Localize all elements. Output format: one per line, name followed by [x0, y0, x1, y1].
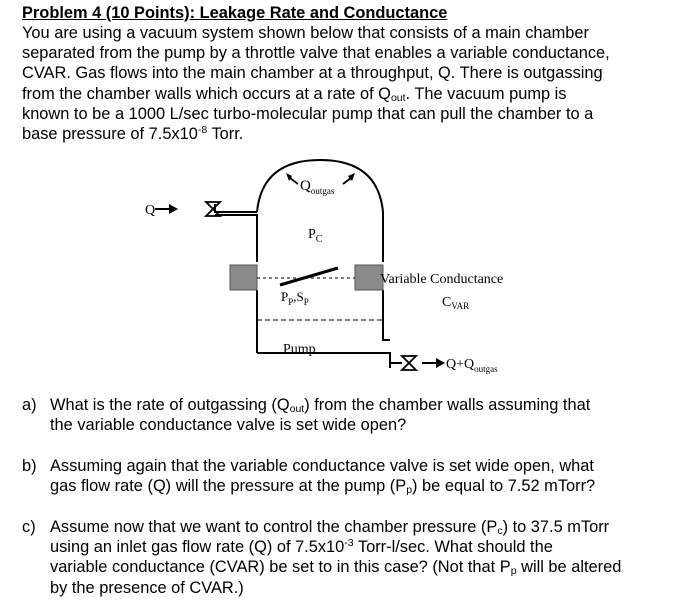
vacuum-system-diagram — [140, 150, 560, 390]
pp-p: P — [281, 289, 289, 304]
qc4-pre: by the presence of — [50, 578, 190, 597]
intro-line-4-post: . The vacuum pump is — [405, 84, 567, 103]
throttle-valve-flap — [280, 268, 338, 285]
question-a-label: a) — [22, 396, 37, 414]
question-c-line-1 — [50, 517, 675, 537]
outlet-arrow-icon — [436, 358, 445, 368]
qa-pre: What is the rate of outgassing (Q — [50, 396, 290, 414]
intro-line-4 — [22, 84, 684, 104]
qc4-cvar: CVAR — [189, 578, 234, 597]
inlet-flange-icon — [206, 202, 220, 216]
question-a-line-1 — [50, 395, 675, 415]
inlet-port-wall-bottom — [215, 215, 257, 262]
question-b-text — [50, 456, 675, 496]
question-c-label: c) — [22, 518, 36, 536]
pump-bottom-wall — [257, 353, 390, 368]
intro-line-3-text: . Gas flows into the main chamber at a throughput, Q. There is outgassing — [66, 64, 603, 83]
problem-intro — [22, 23, 684, 144]
cvar-c: C — [442, 295, 452, 310]
cvar-subscript: VAR — [451, 301, 470, 311]
cvar-symbol: CVAR — [22, 64, 67, 83]
intro-line-6-post: Torr. — [207, 125, 244, 144]
pump-right-wall — [383, 290, 390, 340]
qout-subscript: out — [390, 91, 406, 104]
intro-line-5: known to be a 1000 L/sec turbo-molecular pump that can pull the chamber to a — [22, 104, 594, 123]
qa-subscript: out — [289, 403, 305, 415]
intro-line-6 — [22, 124, 684, 144]
qa-post: ) from the chamber walls assuming that — [304, 396, 591, 414]
pump-label: Pump — [283, 342, 316, 357]
question-b-label: b) — [22, 457, 37, 475]
outgas-label — [300, 178, 335, 196]
sp-s: ,S — [293, 289, 304, 304]
question-c-line-4 — [50, 578, 675, 598]
pc-p: P — [308, 227, 316, 242]
qc4-post: .) — [233, 578, 244, 597]
qc3-post: will be altered — [516, 558, 622, 577]
sp-subscript: P — [303, 297, 309, 307]
right-valve-seat — [355, 265, 383, 290]
problem-title: Problem 4 (10 Points): Leakage Rate and Conductance — [22, 4, 448, 22]
outgas-q: Q — [300, 178, 311, 194]
qc3-cvar: CVAR — [214, 558, 260, 577]
question-b-line-1: Assuming again that the variable conductance valve is set wide open, what — [50, 457, 594, 475]
qb-pre: gas flow rate (Q) will the pressure at the pump (P — [50, 477, 407, 496]
question-c-line-2 — [50, 537, 675, 557]
variable-conductance-label: Variable Conductance — [380, 272, 504, 287]
qc1-pre: Assume now that we want to control the chamber pressure (P — [50, 518, 498, 536]
outlet-subscript: outgas — [474, 364, 498, 374]
outlet-flow-label — [446, 357, 498, 374]
exponent-superscript: -8 — [197, 124, 208, 137]
outlet-main: Q+Q — [446, 357, 475, 372]
intro-line-1: You are using a vacuum system shown below that consists of a main chamber — [22, 24, 589, 42]
qc3-subscript: p — [510, 565, 517, 578]
question-a-text — [50, 395, 675, 435]
intro-line-3 — [22, 63, 684, 83]
outgas-subscript: outgas — [310, 186, 335, 196]
qc2-pre: using an inlet gas flow rate (Q) of 7.5x10 — [50, 538, 345, 557]
pp-subscript: P — [288, 297, 294, 307]
qb-post: ) be equal to 7.52 mTorr? — [412, 477, 596, 496]
question-c-line-3 — [50, 557, 675, 577]
left-valve-seat — [230, 265, 257, 290]
qb-subscript: p — [406, 484, 413, 497]
inlet-q-label: Q — [145, 203, 156, 218]
question-c-text — [50, 517, 675, 598]
pc-subscript: C — [315, 234, 323, 245]
inlet-port-wall-top — [215, 204, 257, 212]
inlet-arrow-icon — [169, 204, 178, 214]
outgas-arrow-left-shaft — [290, 178, 298, 184]
outgas-arrow-right-shaft — [343, 178, 351, 184]
qc1-subscript: c — [497, 525, 503, 537]
cvar-label — [442, 295, 469, 311]
question-b-line-2 — [50, 476, 675, 496]
outlet-flange-icon — [402, 356, 416, 370]
pump-pressure-speed-label — [281, 289, 309, 307]
qc3-mid: ) be set to in this case? (Not that P — [259, 558, 511, 577]
qc2-superscript: -3 — [344, 537, 354, 550]
intro-line-6-pre: base pressure of 7.5x10 — [22, 125, 198, 144]
intro-line-4-pre: from the chamber walls which occurs at a rate of Q — [22, 84, 391, 103]
question-a-line-2: the variable conductance valve is set wide open? — [50, 416, 407, 435]
qc2-post: Torr-l/sec. What should the — [353, 538, 553, 557]
chamber-pressure-label — [308, 227, 323, 245]
qc1-post: ) to 37.5 mTorr — [502, 518, 610, 536]
intro-line-2: separated from the pump by a throttle valve that enables a variable conductance, — [22, 44, 610, 63]
qc3-pre: variable conductance ( — [50, 558, 215, 577]
